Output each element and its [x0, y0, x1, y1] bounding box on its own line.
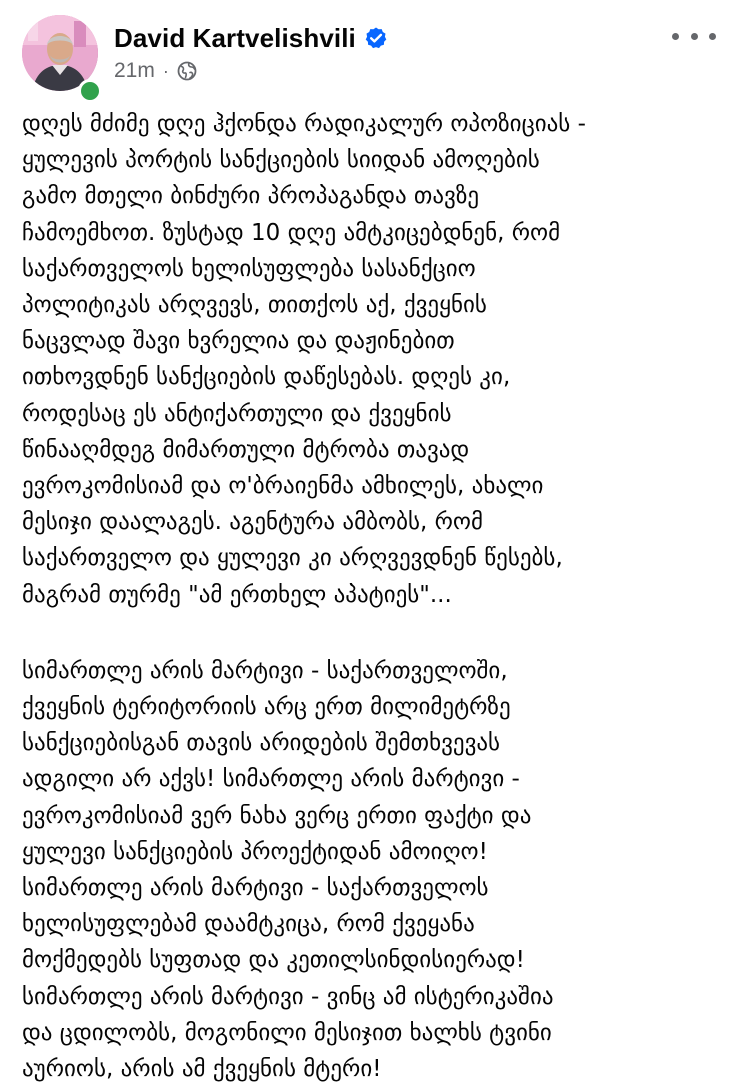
- post-paragraph-1: [22, 106, 722, 613]
- text-line: როდესაც ეს ანტიქართული და ქვეყნის: [22, 400, 452, 427]
- post-paragraph-2: [22, 653, 722, 1087]
- more-dot: [672, 33, 679, 40]
- text-line: ქვეყნის ტერიტორიის არც ერთ მილიმეტრზე: [22, 694, 511, 721]
- text-line: ითხოვდნენ სანქციების დაწესებას. დღეს კი,: [22, 364, 511, 391]
- text-line: გამო მთელი ბინძური პროპაგანდა თავზე: [22, 183, 480, 210]
- text-line: ყულევი სანქციების პროექტიდან ამოიღო!: [22, 838, 488, 865]
- text-line: მესიჯი დაალაგეს. აგენტურა ამბობს, რომ: [22, 509, 484, 536]
- more-dot: [691, 33, 698, 40]
- post-text: [22, 106, 722, 1087]
- text-line: და ცდილობს, მოგონილი მესიჯით ხალხს ტვინი: [22, 1019, 552, 1046]
- globe-icon[interactable]: [177, 61, 197, 81]
- more-options-icon[interactable]: [672, 22, 716, 50]
- text-line: სიმართლე არის მარტივი - ვინც ამ ისტერიკაშია: [22, 983, 554, 1010]
- text-line: წინააღმდეგ მიმართული მტრობა თავად: [22, 436, 470, 463]
- text-line: დღეს მძიმე დღე ჰქონდა რადიკალურ ოპოზიციას -: [22, 111, 586, 137]
- text-line: ევროკომისიამ ვერ ნახა ვერც ერთი ფაქტი და: [22, 802, 532, 829]
- text-line: სიმართლე არის მარტივი - საქართველოს: [22, 875, 489, 902]
- avatar[interactable]: [22, 15, 98, 91]
- text-line: აურიოს, არის ამ ქვეყნის მტერი!: [22, 1056, 382, 1083]
- text-line: სიმართლე არის მარტივი - საქართველოში,: [22, 657, 508, 684]
- post-header: [0, 0, 737, 100]
- text-line: ხელისუფლებამ დაამტკიცა, რომ ქვეყანა: [22, 911, 475, 938]
- meta-separator: ·: [162, 60, 169, 81]
- text-line: მოქმედებს სუფთად და კეთილსინდისიერად!: [22, 947, 525, 974]
- paragraph-spacer: [22, 613, 722, 653]
- text-line: საქართველო და ყულევი კი არღვევდნენ წესებს,: [22, 545, 563, 572]
- text-line: პოლიტიკას არღვევს, თითქოს აქ, ქვეყნის: [22, 292, 487, 319]
- text-line: ევროკომისიამ და ო'ბრაიენმა ამხილეს, ახალი: [22, 473, 544, 500]
- text-line: ნაცვლად შავი ხვრელია და დაჟინებით: [22, 328, 455, 355]
- text-line: ადგილი არ აქვს! სიმართლე არის მარტივი -: [22, 766, 520, 793]
- text-line: მაგრამ თურმე "ამ ერთხელ აპატიეს"...: [22, 581, 452, 608]
- author-line: [114, 22, 388, 54]
- online-status-indicator: [78, 79, 102, 103]
- post-timestamp[interactable]: 21m: [114, 59, 155, 82]
- text-line: სანქციებისგან თავის არიდების შემთხვევას: [22, 730, 501, 757]
- text-line: ჩამოემხოთ. ზუსტად 10 დღე ამტკიცებდნენ, რომ: [22, 219, 561, 246]
- post-meta: [114, 58, 197, 84]
- text-line: ყულევის პორტის სანქციების სიიდან ამოღების: [22, 147, 540, 174]
- text-line: საქართველოს ხელისუფლება სასანქციო: [22, 255, 476, 282]
- author-name[interactable]: David Kartvelishvili: [114, 22, 356, 53]
- verified-badge-icon: [364, 26, 388, 50]
- more-dot: [709, 33, 716, 40]
